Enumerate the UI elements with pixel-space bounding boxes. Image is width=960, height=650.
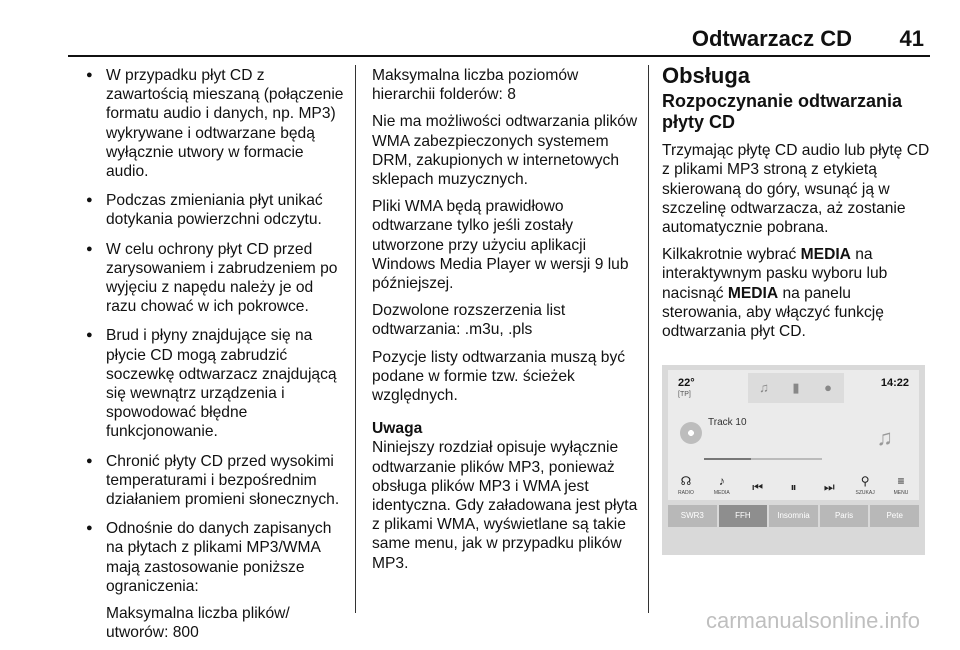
pause-icon: ⏸: [790, 479, 797, 494]
paragraph: Maksymalna liczba poziomów hierarchii folderów: 8: [372, 67, 579, 104]
bullet-item: ● W przypadku płyt CD z zawartością mieszaną (połączenie formatu audio i danych, np. MP3) wykrywane i odtwarzane będą wyłącznie utwory w formacie audio.: [70, 66, 346, 181]
temperature: 22°: [678, 377, 695, 389]
previous-track-icon: ⏮: [752, 479, 764, 494]
page-number: 41: [899, 26, 924, 51]
bullet-item: ● W celu ochrony płyt CD przed zarysowaniem i zabrudzeniem po wyjęciu z napędu należy je od razu chować w ich pokrowce.: [70, 240, 346, 317]
preset-button: FFH: [719, 505, 768, 527]
control-bar: [668, 473, 919, 500]
tp-indicator: [TP]: [678, 391, 691, 398]
music-note-icon: ♪ MEDIA: [713, 473, 730, 496]
paragraph: Trzymając płytę CD audio lub płytę CD z plikami MP3 stroną z etykietą skierowaną do góry, wsunąć ją w szczelinę odtwarzacza, aż zostanie automatycznie pobrana.: [662, 142, 930, 237]
preset-button: Paris: [820, 505, 869, 527]
device-icon: ▮: [792, 380, 800, 395]
top-icon-bar: [748, 373, 844, 403]
preset-button: Pete: [870, 505, 919, 527]
infotainment-screen-image: [662, 365, 925, 555]
column-2: [372, 66, 642, 581]
bullet-item: ● Odnośnie do danych zapisanych na płytach z plikami MP3/WMA mają zastosowanie poniższe ograniczenia:: [70, 519, 346, 596]
radio-icon: ☊ RADIO: [678, 473, 694, 496]
cd-icon: [680, 422, 702, 444]
paragraph: Kilkakrotnie wybrać MEDIA na interaktywnym pasku wyboru lub nacisnąć MEDIA na panelu sterowania, aby włączyć funkcję odtwarzania płyt CD.: [662, 246, 888, 341]
album-art-icon: ♫: [876, 425, 893, 450]
subsection-heading: Rozpoczynanie odtwarzania płyty CD: [662, 91, 903, 133]
clock: 14:22: [880, 377, 909, 389]
bullet-item: ● Brud i płyny znajdujące się na płycie CD mogą zabrudzić soczewkę odtwarzacz znajdującą się wewnątrz urządzenia i spowodować błędne funkcjonowanie.: [70, 326, 346, 441]
disc-icon: ●: [824, 380, 832, 395]
media-keyword: MEDIA: [800, 246, 851, 264]
preset-bar: [668, 505, 919, 527]
column-divider: [648, 65, 649, 613]
chapter-title: Odtwarzacz CD: [691, 26, 852, 51]
column-1: [70, 66, 346, 650]
paragraph: Dozwolone rozszerzenia list odtwarzania: .m3u, .pls: [372, 302, 566, 339]
bullet-list: [70, 66, 346, 596]
track-title: Track 10: [708, 417, 747, 428]
page-header: [0, 0, 960, 60]
progress-fill: [704, 458, 751, 460]
music-library-icon: ♫: [759, 380, 769, 395]
watermark: carmanualsonline.info: [705, 608, 920, 633]
preset-button: Insomnia: [769, 505, 818, 527]
note-title: Uwaga: [372, 420, 423, 438]
column-divider: [355, 65, 356, 613]
preset-button: SWR3: [668, 505, 717, 527]
progress-bar: [704, 458, 822, 460]
paragraph: Pliki WMA będą prawidłowo odtwarzane tylko jeśli zostały utworzone przy użyciu aplikacji Windows Media Player w wersji 9 lub późniejszej.: [372, 198, 629, 293]
section-heading: Obsługa: [662, 63, 751, 88]
note-text: Niniejszy rozdział opisuje wyłącznie odtwarzanie plików MP3, ponieważ obsługa plików MP3 i WMA jest identyczna. Gdy załadowana jest płyta z plikami WMA, wyświetlane są takie same menu, jak w przypadku plików MP3.: [372, 439, 638, 572]
limit-files: Maksymalna liczba plików/ utworów: 800: [106, 605, 290, 642]
next-track-icon: ⏭: [823, 479, 835, 494]
bullet-item: ● Chronić płyty CD przed wysokimi temperaturami i bezpośrednim działaniem promieni słonecznych.: [70, 452, 346, 510]
header-rule: [68, 55, 930, 57]
paragraph: Nie ma możliwości odtwarzania plików WMA zabezpieczonych systemem DRM, zakupionych w internetowych sklepach muzycznych.: [372, 113, 638, 189]
bullet-item: ● Podczas zmieniania płyt unikać dotykania powierzchni odczytu.: [70, 191, 346, 229]
column-3: [662, 63, 932, 349]
search-icon: ⚲ SZUKAJ: [855, 473, 875, 496]
media-keyword: MEDIA: [727, 284, 779, 302]
paragraph: Pozycje listy odtwarzania muszą być podane w formie tzw. ścieżek względnych.: [372, 348, 626, 405]
menu-icon: ≡ MENU: [893, 473, 909, 496]
